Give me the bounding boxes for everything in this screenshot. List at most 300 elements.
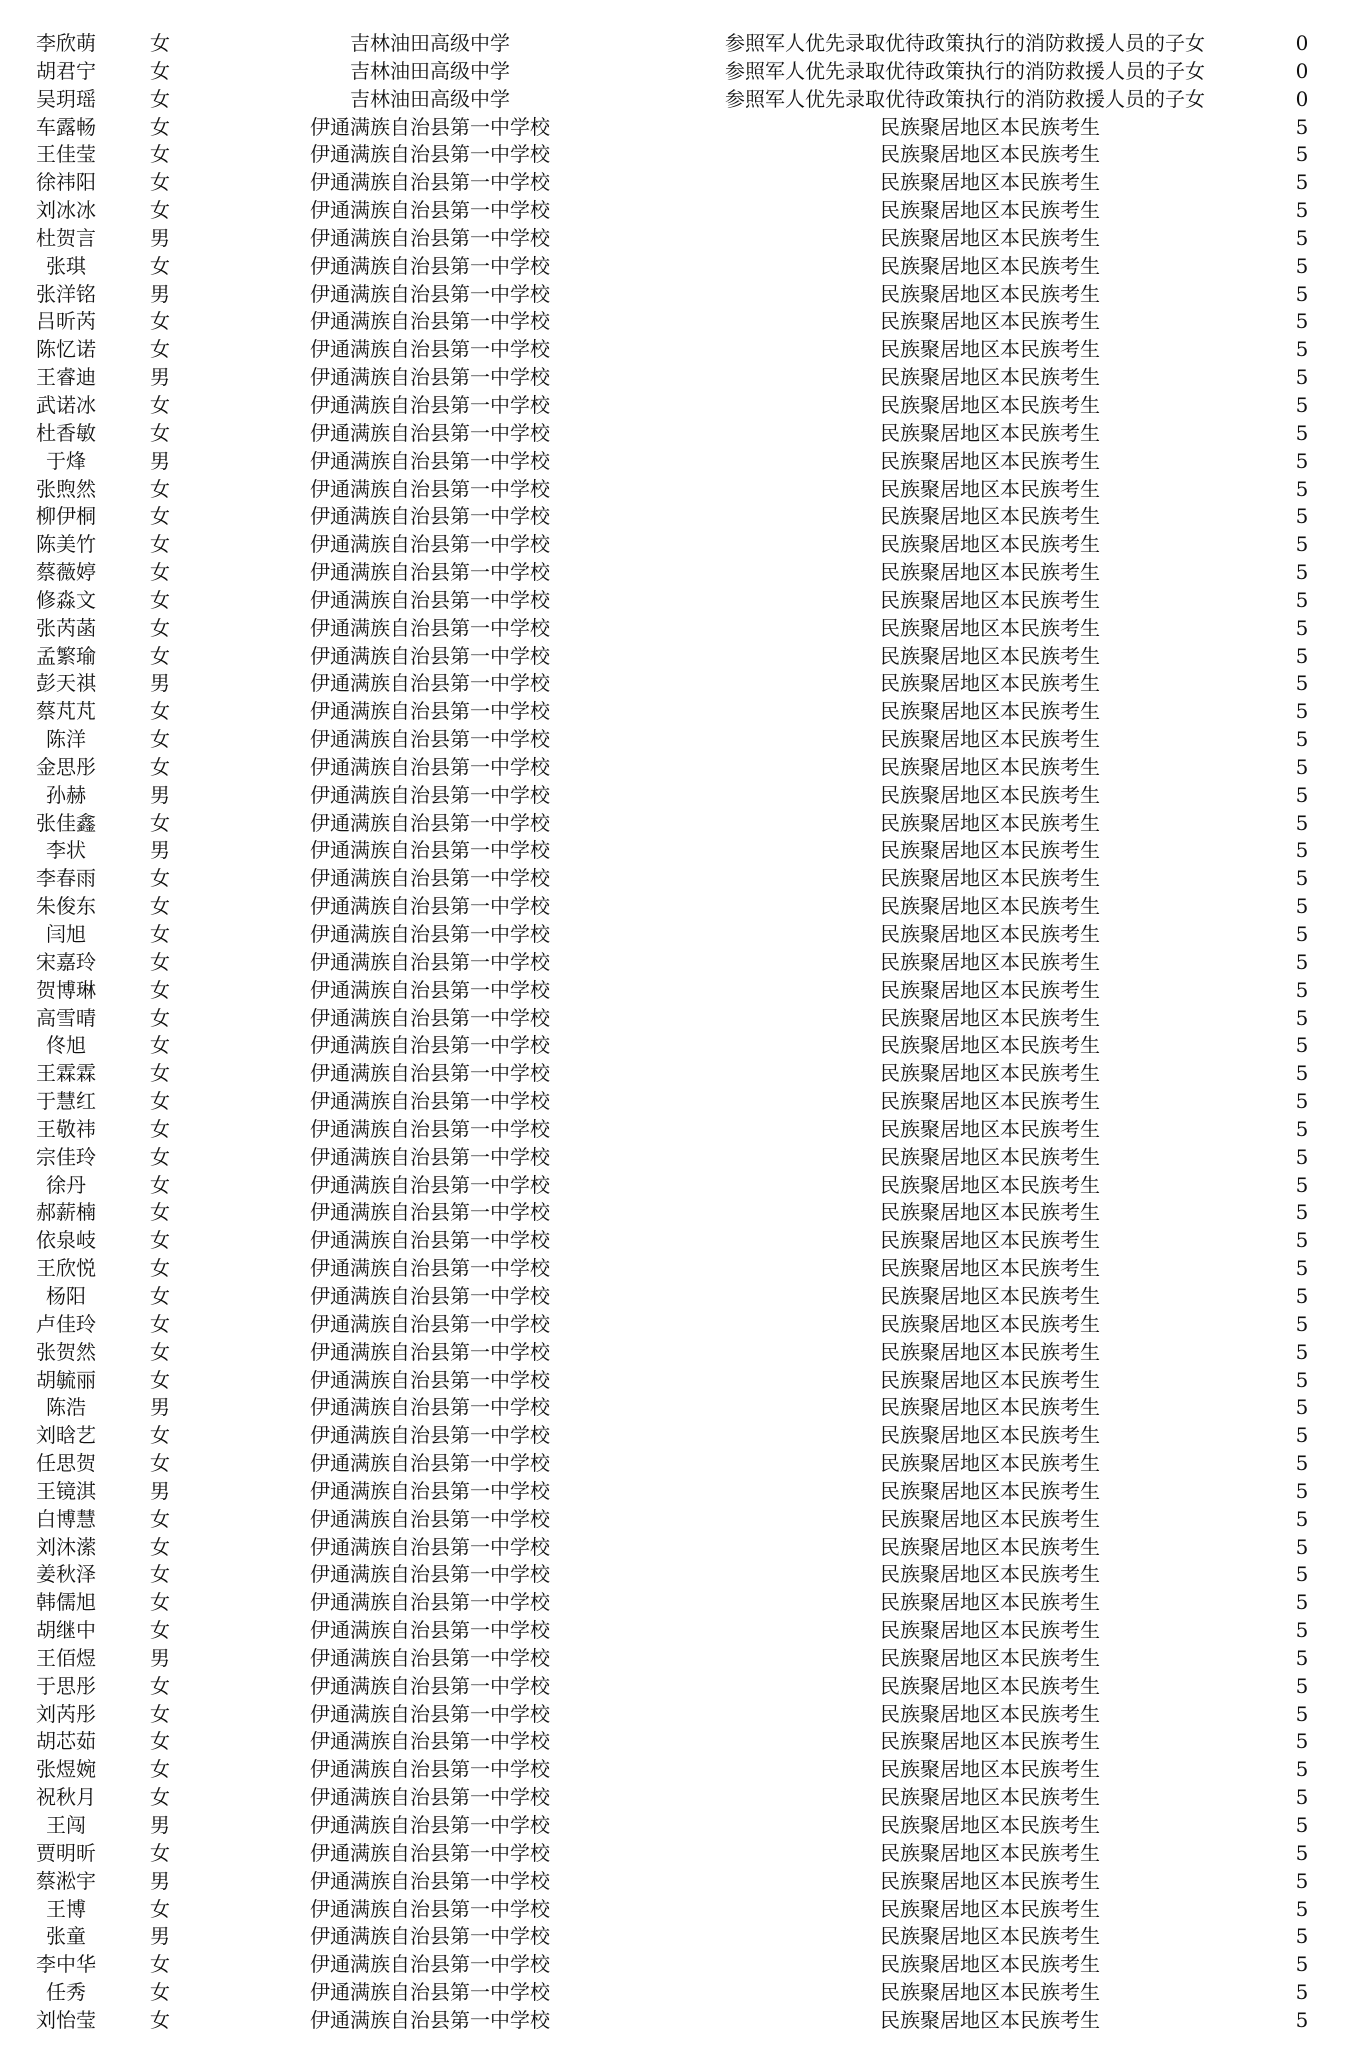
name-cell: 刘沐潆 [36,1534,96,1559]
school-cell: 伊通满族自治县第一中学校 [310,838,550,863]
school-cell: 伊通满族自治县第一中学校 [310,1116,550,1141]
name-cell: 胡毓丽 [36,1367,96,1392]
name-cell: 孟繁瑜 [36,643,96,668]
school-cell: 伊通满族自治县第一中学校 [310,198,550,223]
gender-cell: 女 [150,727,170,752]
name-cell: 柳伊桐 [36,504,96,529]
gender-cell: 男 [150,281,170,306]
score-cell: 5 [1295,532,1309,557]
gender-cell: 女 [150,58,170,83]
table-row [0,1227,1367,1255]
school-cell: 伊通满族自治县第一中学校 [310,420,550,445]
gender-cell: 男 [150,448,170,473]
table-row [0,1589,1367,1617]
score-cell: 5 [1295,2007,1309,2032]
category-cell: 民族聚居地区本民族考生 [880,1618,1100,1643]
gender-cell: 女 [150,1283,170,1308]
table-row [0,253,1367,281]
table-row [0,531,1367,559]
table-row [0,698,1367,726]
score-cell: 5 [1295,1256,1309,1281]
school-cell: 伊通满族自治县第一中学校 [310,615,550,640]
name-cell: 杜香敏 [36,420,96,445]
name-cell: 陈浩 [46,1395,86,1420]
score-cell: 5 [1295,615,1309,640]
name-cell: 于慧红 [36,1089,96,1114]
table-row [0,1005,1367,1033]
table-row [0,1673,1367,1701]
name-cell: 张琪 [46,253,86,278]
score-cell: 5 [1295,1701,1309,1726]
score-cell: 5 [1295,894,1309,919]
category-cell: 民族聚居地区本民族考生 [880,1840,1100,1865]
category-cell: 民族聚居地区本民族考生 [880,142,1100,167]
score-cell: 5 [1295,225,1309,250]
gender-cell: 女 [150,1562,170,1587]
name-cell: 李状 [46,838,86,863]
category-cell: 民族聚居地区本民族考生 [880,754,1100,779]
score-cell: 5 [1295,1451,1309,1476]
category-cell: 民族聚居地区本民族考生 [880,1367,1100,1392]
gender-cell: 女 [150,1005,170,1030]
table-row [0,1032,1367,1060]
category-cell: 民族聚居地区本民族考生 [880,476,1100,501]
category-cell: 民族聚居地区本民族考生 [880,309,1100,334]
category-cell: 民族聚居地区本民族考生 [880,253,1100,278]
category-cell: 民族聚居地区本民族考生 [880,1729,1100,1754]
name-cell: 依泉岐 [36,1228,96,1253]
table-row [0,476,1367,504]
category-cell: 民族聚居地区本民族考生 [880,1339,1100,1364]
table-row [0,1255,1367,1283]
category-cell: 民族聚居地区本民族考生 [880,1089,1100,1114]
table-row [0,1367,1367,1395]
gender-cell: 女 [150,1423,170,1448]
score-cell: 5 [1295,1423,1309,1448]
name-cell: 杜贺言 [36,225,96,250]
score-cell: 5 [1295,754,1309,779]
name-cell: 张煜婉 [36,1757,96,1782]
gender-cell: 女 [150,1256,170,1281]
school-cell: 伊通满族自治县第一中学校 [310,1701,550,1726]
table-row [0,1756,1367,1784]
gender-cell: 女 [150,866,170,891]
table-row [0,2007,1367,2035]
category-cell: 民族聚居地区本民族考生 [880,1757,1100,1782]
school-cell: 伊通满族自治县第一中学校 [310,1729,550,1754]
score-cell: 5 [1295,1785,1309,1810]
school-cell: 伊通满族自治县第一中学校 [310,253,550,278]
school-cell: 伊通满族自治县第一中学校 [310,1673,550,1698]
name-cell: 任思贺 [36,1451,96,1476]
score-cell: 5 [1295,949,1309,974]
name-cell: 于思彤 [36,1673,96,1698]
score-cell: 5 [1295,1172,1309,1197]
name-cell: 王闯 [46,1813,86,1837]
category-cell: 民族聚居地区本民族考生 [880,1256,1100,1281]
school-cell: 伊通满族自治县第一中学校 [310,643,550,668]
gender-cell: 女 [150,1144,170,1169]
category-cell: 民族聚居地区本民族考生 [880,198,1100,223]
school-cell: 伊通满族自治县第一中学校 [310,1200,550,1225]
table-row [0,225,1367,253]
category-cell: 民族聚居地区本民族考生 [880,1924,1100,1949]
name-cell: 宋嘉玲 [36,949,96,974]
category-cell: 民族聚居地区本民族考生 [880,1283,1100,1308]
score-cell: 0 [1295,31,1309,55]
category-cell: 民族聚居地区本民族考生 [880,1228,1100,1253]
score-cell: 5 [1295,1228,1309,1253]
name-cell: 胡芯茹 [36,1729,96,1754]
name-cell: 蔡薇婷 [36,560,96,585]
name-cell: 姜秋泽 [36,1562,96,1587]
gender-cell: 女 [150,1701,170,1726]
name-cell: 彭天祺 [36,671,96,696]
school-cell: 伊通满族自治县第一中学校 [310,1506,550,1531]
table-row [0,114,1367,142]
name-cell: 张煦然 [36,476,96,501]
table-row [0,1422,1367,1450]
school-cell: 吉林油田高级中学 [350,58,510,83]
table-row [0,587,1367,615]
score-cell: 5 [1295,1562,1309,1587]
school-cell: 伊通满族自治县第一中学校 [310,365,550,390]
name-cell: 王霖霖 [36,1061,96,1086]
score-cell: 5 [1295,977,1309,1002]
gender-cell: 女 [150,1200,170,1225]
school-cell: 伊通满族自治县第一中学校 [310,894,550,919]
score-cell: 5 [1295,587,1309,612]
gender-cell: 女 [150,949,170,974]
table-row [0,865,1367,893]
school-cell: 伊通满族自治县第一中学校 [310,1757,550,1782]
category-cell: 民族聚居地区本民族考生 [880,977,1100,1002]
school-cell: 伊通满族自治县第一中学校 [310,1952,550,1977]
category-cell: 民族聚居地区本民族考生 [880,1785,1100,1810]
score-cell: 5 [1295,114,1309,139]
table-row [0,726,1367,754]
table-row [0,782,1367,810]
school-cell: 伊通满族自治县第一中学校 [310,142,550,167]
score-cell: 5 [1295,1924,1309,1949]
school-cell: 伊通满族自治县第一中学校 [310,1813,550,1837]
table-row [0,58,1367,86]
name-cell: 杨阳 [46,1283,86,1308]
score-cell: 5 [1295,504,1309,529]
gender-cell: 女 [150,1785,170,1810]
gender-cell: 女 [150,392,170,417]
score-cell: 5 [1295,365,1309,390]
category-cell: 民族聚居地区本民族考生 [880,560,1100,585]
school-cell: 伊通满族自治县第一中学校 [310,699,550,724]
name-cell: 张佳鑫 [36,810,96,835]
school-cell: 伊通满族自治县第一中学校 [310,782,550,807]
table-row [0,1199,1367,1227]
category-cell: 民族聚居地区本民族考生 [880,1423,1100,1448]
category-cell: 民族聚居地区本民族考生 [880,782,1100,807]
score-cell: 5 [1295,1952,1309,1977]
school-cell: 伊通满族自治县第一中学校 [310,1645,550,1670]
table-row [0,670,1367,698]
gender-cell: 女 [150,1339,170,1364]
school-cell: 伊通满族自治县第一中学校 [310,1061,550,1086]
category-cell: 民族聚居地区本民族考生 [880,1033,1100,1058]
gender-cell: 男 [150,1868,170,1893]
name-cell: 徐祎阳 [36,170,96,195]
name-cell: 王睿迪 [36,365,96,390]
name-cell: 任秀 [46,1980,86,2005]
table-row [0,1172,1367,1200]
name-cell: 闫旭 [46,922,86,946]
score-cell: 5 [1295,142,1309,167]
score-cell: 5 [1295,1367,1309,1392]
name-cell: 卢佳玲 [36,1311,96,1336]
gender-cell: 女 [150,587,170,612]
table-row [0,1478,1367,1506]
school-cell: 伊通满族自治县第一中学校 [310,560,550,585]
gender-cell: 女 [150,1757,170,1782]
school-cell: 伊通满族自治县第一中学校 [310,1005,550,1030]
score-cell: 5 [1295,1033,1309,1058]
score-cell: 5 [1295,337,1309,362]
school-cell: 伊通满族自治县第一中学校 [310,949,550,974]
category-cell: 参照军人优先录取优待政策执行的消防救援人员的子女 [725,31,1205,55]
table-row [0,1784,1367,1812]
school-cell: 伊通满族自治县第一中学校 [310,1228,550,1253]
name-cell: 王博 [46,1896,86,1921]
score-cell: 5 [1295,1506,1309,1531]
name-cell: 武诺冰 [36,392,96,417]
score-cell: 5 [1295,1673,1309,1698]
category-cell: 民族聚居地区本民族考生 [880,337,1100,362]
category-cell: 民族聚居地区本民族考生 [880,532,1100,557]
gender-cell: 女 [150,894,170,919]
score-cell: 5 [1295,1590,1309,1615]
category-cell: 民族聚居地区本民族考生 [880,170,1100,195]
name-cell: 李中华 [36,1952,96,1977]
school-cell: 伊通满族自治县第一中学校 [310,587,550,612]
name-cell: 于烽 [46,448,86,473]
score-cell: 0 [1295,58,1309,83]
table-row [0,308,1367,336]
table-row [0,364,1367,392]
score-cell: 5 [1295,1813,1309,1837]
gender-cell: 女 [150,1618,170,1643]
category-cell: 参照军人优先录取优待政策执行的消防救援人员的子女 [725,86,1205,111]
score-cell: 5 [1295,1283,1309,1308]
gender-cell: 男 [150,225,170,250]
category-cell: 民族聚居地区本民族考生 [880,1645,1100,1670]
category-cell: 民族聚居地区本民族考生 [880,281,1100,306]
table-row [0,1088,1367,1116]
table-row [0,336,1367,364]
category-cell: 民族聚居地区本民族考生 [880,2007,1100,2032]
name-cell: 蔡芃芃 [36,699,96,724]
score-cell: 5 [1295,1618,1309,1643]
score-cell: 5 [1295,782,1309,807]
table-row [0,1645,1367,1673]
table-row [0,1951,1367,1979]
table-row [0,1283,1367,1311]
school-cell: 吉林油田高级中学 [350,86,510,111]
gender-cell: 女 [150,31,170,55]
gender-cell: 女 [150,1952,170,1977]
name-cell: 金思彤 [36,754,96,779]
category-cell: 民族聚居地区本民族考生 [880,587,1100,612]
category-cell: 民族聚居地区本民族考生 [880,225,1100,250]
school-cell: 伊通满族自治县第一中学校 [310,1423,550,1448]
school-cell: 伊通满族自治县第一中学校 [310,170,550,195]
score-cell: 5 [1295,810,1309,835]
name-cell: 刘冰冰 [36,198,96,223]
table-row [0,559,1367,587]
category-cell: 民族聚居地区本民族考生 [880,838,1100,863]
gender-cell: 女 [150,504,170,529]
category-cell: 参照军人优先录取优待政策执行的消防救援人员的子女 [725,58,1205,83]
table-row [0,949,1367,977]
name-cell: 陈洋 [46,727,86,752]
gender-cell: 女 [150,643,170,668]
school-cell: 伊通满族自治县第一中学校 [310,1840,550,1865]
table-row [0,392,1367,420]
table-row [0,1394,1367,1422]
score-cell: 5 [1295,281,1309,306]
gender-cell: 女 [150,476,170,501]
gender-cell: 女 [150,1367,170,1392]
category-cell: 民族聚居地区本民族考生 [880,1701,1100,1726]
table-row [0,1311,1367,1339]
table-row [0,1144,1367,1172]
table-row [0,1450,1367,1478]
name-cell: 张芮菡 [36,615,96,640]
category-cell: 民族聚居地区本民族考生 [880,1813,1100,1837]
gender-cell: 女 [150,615,170,640]
school-cell: 伊通满族自治县第一中学校 [310,476,550,501]
school-cell: 伊通满族自治县第一中学校 [310,1311,550,1336]
school-cell: 吉林油田高级中学 [350,31,510,55]
school-cell: 伊通满族自治县第一中学校 [310,225,550,250]
category-cell: 民族聚居地区本民族考生 [880,448,1100,473]
table-row [0,1728,1367,1756]
score-cell: 5 [1295,1868,1309,1893]
gender-cell: 女 [150,198,170,223]
school-cell: 伊通满族自治县第一中学校 [310,1172,550,1197]
school-cell: 伊通满族自治县第一中学校 [310,337,550,362]
name-cell: 修淼文 [36,587,96,612]
school-cell: 伊通满族自治县第一中学校 [310,922,550,946]
score-cell: 5 [1295,671,1309,696]
score-cell: 5 [1295,922,1309,946]
name-cell: 吕昕芮 [36,309,96,334]
gender-cell: 女 [150,1451,170,1476]
school-cell: 伊通满族自治县第一中学校 [310,1618,550,1643]
table-row [0,1923,1367,1951]
roster-table [0,30,1367,2035]
gender-cell: 女 [150,170,170,195]
score-cell: 0 [1295,86,1309,111]
name-cell: 徐丹 [46,1172,86,1197]
score-cell: 5 [1295,309,1309,334]
score-cell: 5 [1295,1896,1309,1921]
gender-cell: 女 [150,699,170,724]
gender-cell: 女 [150,1061,170,1086]
score-cell: 5 [1295,560,1309,585]
school-cell: 伊通满族自治县第一中学校 [310,309,550,334]
gender-cell: 女 [150,1896,170,1921]
gender-cell: 男 [150,1395,170,1420]
table-row [0,1701,1367,1729]
gender-cell: 男 [150,782,170,807]
school-cell: 伊通满族自治县第一中学校 [310,1785,550,1810]
table-row [0,1561,1367,1589]
category-cell: 民族聚居地区本民族考生 [880,949,1100,974]
table-row [0,448,1367,476]
table-row [0,169,1367,197]
table-row [0,197,1367,225]
table-row [0,1534,1367,1562]
table-row [0,1506,1367,1534]
score-cell: 5 [1295,1116,1309,1141]
gender-cell: 女 [150,337,170,362]
table-row [0,1868,1367,1896]
name-cell: 张贺然 [36,1339,96,1364]
gender-cell: 男 [150,365,170,390]
school-cell: 伊通满族自治县第一中学校 [310,1562,550,1587]
gender-cell: 女 [150,309,170,334]
name-cell: 王佰煜 [36,1645,96,1670]
school-cell: 伊通满族自治县第一中学校 [310,448,550,473]
score-cell: 5 [1295,643,1309,668]
category-cell: 民族聚居地区本民族考生 [880,1478,1100,1503]
name-cell: 宗佳玲 [36,1144,96,1169]
name-cell: 刘怡莹 [36,2007,96,2032]
school-cell: 伊通满族自治县第一中学校 [310,1283,550,1308]
name-cell: 王佳莹 [36,142,96,167]
gender-cell: 女 [150,754,170,779]
school-cell: 伊通满族自治县第一中学校 [310,2007,550,2032]
category-cell: 民族聚居地区本民族考生 [880,392,1100,417]
table-row [0,615,1367,643]
score-cell: 5 [1295,1840,1309,1865]
name-cell: 韩儒旭 [36,1590,96,1615]
table-row [0,1617,1367,1645]
name-cell: 王镜淇 [36,1478,96,1503]
score-cell: 5 [1295,1311,1309,1336]
table-row [0,141,1367,169]
score-cell: 5 [1295,1200,1309,1225]
name-cell: 白博慧 [36,1506,96,1531]
category-cell: 民族聚居地区本民族考生 [880,1896,1100,1921]
name-cell: 贺博琳 [36,977,96,1002]
category-cell: 民族聚居地区本民族考生 [880,1868,1100,1893]
category-cell: 民族聚居地区本民族考生 [880,1451,1100,1476]
gender-cell: 男 [150,1924,170,1949]
name-cell: 李欣萌 [36,31,96,55]
gender-cell: 女 [150,922,170,946]
table-row [0,420,1367,448]
category-cell: 民族聚居地区本民族考生 [880,810,1100,835]
gender-cell: 男 [150,1645,170,1670]
gender-cell: 女 [150,977,170,1002]
school-cell: 伊通满族自治县第一中学校 [310,392,550,417]
school-cell: 伊通满族自治县第一中学校 [310,1980,550,2005]
school-cell: 伊通满族自治县第一中学校 [310,1395,550,1420]
name-cell: 陈美竹 [36,532,96,557]
school-cell: 伊通满族自治县第一中学校 [310,1339,550,1364]
table-row [0,1896,1367,1924]
school-cell: 伊通满族自治县第一中学校 [310,1367,550,1392]
school-cell: 伊通满族自治县第一中学校 [310,1451,550,1476]
